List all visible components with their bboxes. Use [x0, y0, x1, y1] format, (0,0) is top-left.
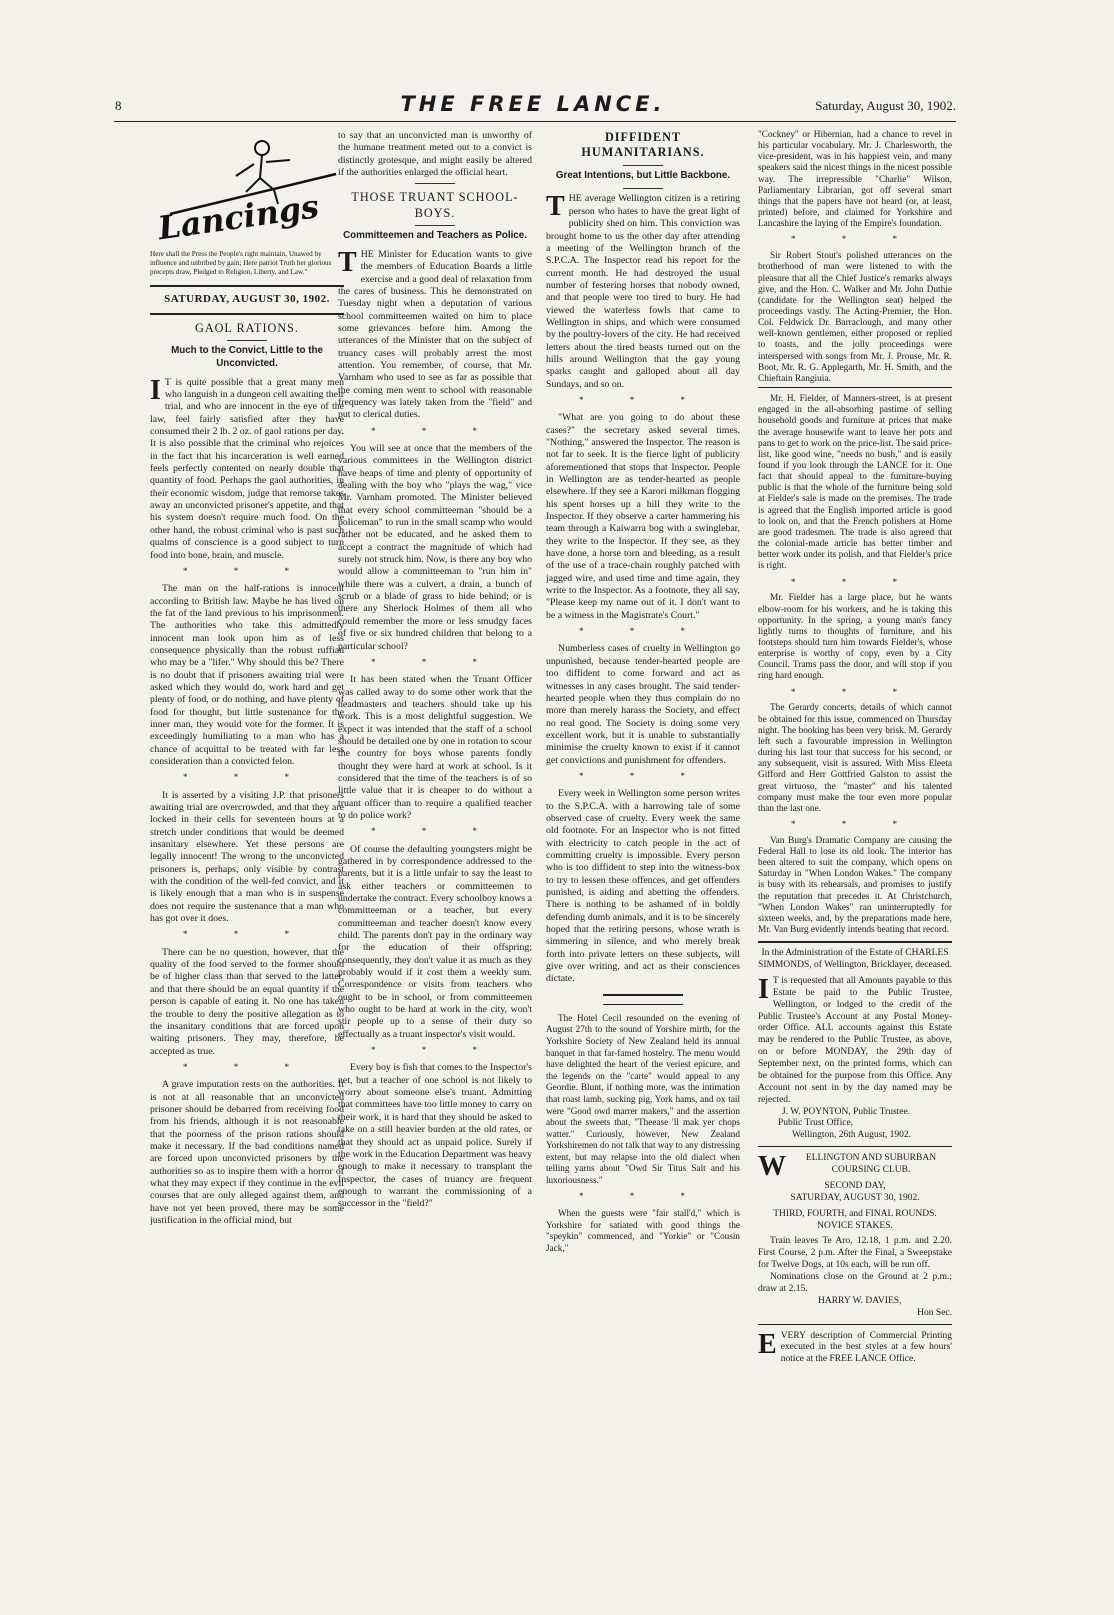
paragraph: I T is quite possible that a great many men who languish in a dungeon cell awaiting their trial, and who are innocent in the eye of the law, feel fairly satisfied after they have consumed their 2 lb. 2 oz. of gaol rations per day. It is also possible that the criminal who rejoices in the fact that his incarceration is well earned feels perfectly contented on nearly double that quantity of food. Perhaps the gaol authorities, in their economic wisdom, judge that remorse takes away an unconvicted prisoner's appetite, and that his system doesn't require much food. On the other hand, the robust criminal who is past such qualms of conscience is a good subject to turn food into bone, brain, and muscle. [150, 374, 344, 561]
separator-stars: * * * [791, 686, 919, 697]
short-rule [623, 165, 663, 166]
separator-stars: * * * [579, 626, 707, 637]
article-title: THOSE TRUANT SCHOOL-BOYS. [351, 190, 519, 220]
separator-stars: * * * [183, 1061, 311, 1072]
signature: Public Trust Office, [778, 1118, 854, 1129]
paragraph: Every boy is fish that comes to the Inspector's net, but a teacher of one school is not likely to worry about someone else's truant. Admitting that committees have too little money to carry on their work, it is hard that they should be asked to take on a still heavier burden at the old rates, or that they should act as unpaid police. Surely if the work in the Education Department was heavy enough to make it necessary to transplant the Inspector, the cases of truancy are frequent enough to warrant the commissioning of a successor in the "field?" [338, 1062, 532, 1210]
short-rule [623, 188, 663, 189]
short-rule [227, 340, 267, 341]
separator-stars: * * * [371, 1045, 499, 1056]
separator-stars: * * * [183, 565, 311, 576]
paragraph: When the guests were "fair stall'd," which is Yorkshire for satiated with good things the "speykin" commenced, and "Yorkie" or "Cousin Jack," [546, 1207, 740, 1253]
paragraph: Mr. Fielder has a large place, but he wants elbow-room for his workers, and he is taking this opportunity. In the spring, a young man's fancy lightly turns to thoughts of furniture, and his footsteps should turn him towards Fielder's, whose enterprise is worthy of copy, even by a City Council. Trams pass the door, and will stop if you ring hard enough. [758, 593, 952, 682]
drop-cap: T [546, 191, 565, 223]
issue-date: SATURDAY, AUGUST 30, 1902. [164, 293, 330, 305]
article-title: DIFFIDENT HUMANITARIANS. [581, 130, 705, 160]
signature: J. W. POYNTON, Public Trustee. [782, 1106, 911, 1117]
paragraph: Sir Robert Stout's polished utterances on the brotherhood of man were listened to with the pleasure that all the Chief Justice's remarks always give, and the Hon. C. Walker and Mr. John Duthie (candidate for the Wellington seat) helped the proceedings vastly. The Acting-Premier, the Hon. Col. Feldwick Dr. Barraclough, and many other well-known gentlemen, either proposed or replied to toasts, and the jolly proceedings were interspersed with songs from Mr. J. Prouse, Mr. R. Boot, Mr. R. G. Applegarth, Mr. H. Smith, and the Chieftain Rangiuia. [758, 251, 952, 384]
paragraph: Of course the defaulting youngsters might be gathered in by correspondence addressed to the parents, but it is a little unfair to say the least to ask either teachers or committeemen to undertake the contract. Every schoolboy knows a committeeman or a teacher, but every committeeman and teacher doesn't know every child. The parents don't pay in the ordinary way for the education of their offspring; consequently, they don't value it as much as they probably would if it cost them a weekly sum. Correspondence or visits from teachers who ought to be in school, or from committeemen who ought to be hard at work in the city, won't stir people up to a sense of their duty so effectually as a truant inspector's visit would. [338, 843, 532, 1040]
drop-cap: I [150, 374, 161, 406]
paragraph: It has been stated when the Truant Officer was called away to do some other work that the headmasters and teachers should take up his work. This is a most delightful suggestion. We expect it was intended that the staff of a school should be detailed one by one in rotation to scour the country for boys whose parents fondly thought they were hard at work at school. Is it considered that the time of the teachers is of so little value that it is cheaper to do without a truant officer than to require a qualified teacher to do police work? [338, 674, 532, 821]
notice-body: EVERY description of Commercial Printing executed in the best styles at a few hours' notice at the FREE LANCE Office. [758, 1328, 952, 1365]
article-subtitle: Committeemen and Teachers as Police. [343, 230, 527, 242]
paragraph: THE average Wellington citizen is a retiring person who hates to have the great light of publicity shed on him. This conviction was brought home to us the other day after attending a meeting of the Wellington branch of the S.P.C.A. The Inspector read his report for the current month. He had destroyed the usual number of festering horses that nobody owned, and that people were too tired to bury. He had viewed the waterless fowls that came to Wellington in ships, and which were consumed by the poultry-lovers of the city. He had received letters about the tired beasts turned out on the hills around Wellington that the gay young sparks caught and galloped about all day Sundays, and so on. [546, 191, 740, 390]
separator-stars: * * * [791, 818, 919, 829]
separator-stars: * * * [579, 1190, 707, 1201]
notice-heading: In the Administration of the Estate of CHARLES SIMMONDS, of Wellington, Bricklayer, deceased. [758, 948, 952, 971]
notice-body: Nominations close on the Ground at 2 p.m.; draw at 2.15. [758, 1272, 952, 1294]
separator-stars: * * * [371, 425, 499, 436]
header-rule [114, 121, 956, 122]
signature: Wellington, 26th August, 1902. [792, 1130, 912, 1141]
printing-notice [758, 1328, 952, 1367]
notice-line: NOVICE STAKES. [817, 1220, 893, 1231]
paragraph: A grave imputation rests on the authorities. It is not at all reasonable that an unconvicted prisoner should be debarred from receiving food from his friends, although it is not reasonable that the poorness of the prison rations should make it necessary. If the bad conditions named are forced upon unconvicted prisoners by the authorities so as to inspire them with a horror of what they may expect if they continue in the evil courses that are only alleged against them, and have not yet been proved, there may be some justification in the official mind, but [150, 1079, 344, 1226]
paragraph: It is asserted by a visiting J.P. that prisoners awaiting trial are overcrowded, and that they are locked in their cells for seventeen hours at a stretch under conditions that would be deemed insanitary elsewhere. Yet these persons are legally innocent! The wrong to the unconvicted prisoners is, perhaps, only visible by contrast with the condition of the well-fed convict, and it is likely enough that a man who is in suspense does not require the sustenance that a man who has got over it does. [150, 789, 344, 925]
separator-stars: * * * [791, 576, 919, 587]
paragraph: There can be no question, however, that the quality of the food served to the former should be of higher class than that served to the latter, and that there should be an equal quantity if the person is capable of eating it. No one has taken the trouble to deny the positive allegation as to the insanitary conditions that are forced upon waiting prisoners. They may, therefore, be accepted as true. [150, 946, 344, 1057]
column-2 [338, 130, 532, 1555]
page-number: 8 [115, 98, 122, 113]
drop-cap: T [338, 246, 357, 278]
column-4 [758, 130, 952, 1555]
paragraph: Mr. H. Fielder, of Manners-street, is at present engaged in the all-absorbing pastime of selling household goods and furniture at prices that make the average housewife want to leave her pots and pans to get to work on the price-list. The said price-list, like good wine, "needs no bush," and is easily found if you look through the LANCE for it. One fact that should appeal to the furniture-buying public is that the whole of the furniture being sold at Fielder's sale is made on the premises. The trade is agreed that the English imported article is good to look on, and that the French polishers at Home are good tradesmen. The trade is also agreed that the colonial-made article has better timber and better work under its polish, and that Fielder's price is right. [758, 394, 952, 572]
separator-stars: * * * [791, 234, 919, 245]
separator-stars: * * * [183, 772, 311, 783]
paragraph: to say that an unconvicted man is unworthy of the humane treatment meted out to a convict is distinctly grotesque, and might easily be altered if the authorities enlarged the official heart. [338, 130, 532, 179]
paragraph: "Cockney" or Hibernian, had a chance to revel in his particular vocabulary. Mr. J. Charlesworth, the vice-president, was in his happiest vein, and many speakers said the nicest things in the nicest possible way. The irrepressible "Charlie" Wilson, Parliamentary Librarian, got off several smart things that the papers have not heard (or, at least, printed) before, and claimed for Yorkshire and Lancashire the laying of the Empire's foundation. [758, 130, 952, 230]
notice-line: SECOND DAY, [824, 1180, 886, 1191]
motto: Here shall the Press the People's right maintain, Unawed by influence and unbribed by gain; Here patriot Truth her glorious precepts draw, Pledged to Religion, Liberty, and Law." [150, 250, 332, 276]
separator-stars: * * * [183, 929, 311, 940]
notice-line: SATURDAY, AUGUST 30, 1902. [790, 1192, 920, 1203]
column-3 [546, 130, 740, 1555]
divider [150, 285, 344, 287]
lancer-illustration-icon [150, 130, 344, 250]
divider [758, 1146, 952, 1147]
paragraph: Van Burg's Dramatic Company are causing the Federal Hall to lose its old look. The interior has been altered to suit the company, which opens on Saturday in "When London Wakes." The company is busy with its rehearsals, and promises to justify the reputation that precedes it. At Christchurch, "When London Wakes" ran uninterruptedly for sixteen weeks, and, by the preparations made here, Mr. Van Burg evidently intends beating that record. [758, 835, 952, 936]
separator-stars: * * * [371, 656, 499, 667]
notice-heading: W ELLINGTON AND SUBURBAN COURSING CLUB. [758, 1151, 937, 1183]
divider [150, 313, 344, 315]
page-header [110, 92, 956, 120]
paragraph: Numberless cases of cruelty in Wellington go unpunished, because tender-hearted people are too diffident to come forward and act as witnesses in any cases brought. The said tender-hearted people when they thus complain do no more than merely harass the Society, and effect no real good. The Society is doing some very excellent work, but it is unable to substantially minimise the cruelty known to exist if it cannot get convictions and punishment for offenders. [546, 643, 740, 766]
paragraph: Every week in Wellington some person writes to the S.P.C.A. with a harrowing tale of some observed case of cruelty. Every week the same old footnote. For an Inspector who is not fitted with electricity to catch people in the act of committing cruelty is impossible. Every person who is too diffident to step into the witness-box to try to lessen these offences, and get offenders punished, is aiding and abetting the offenders. There is nothing to be ashamed of in boldly defending dumb animals, and it is to be sincerely hoped that the retiring persons, whose wrath is simmering in silence, and who merely break forth into private letters on these subjects, will give over writing, and act as their consciences dictate. [546, 788, 740, 985]
separator-stars: * * * [579, 394, 707, 405]
divider [603, 1004, 683, 1005]
drop-cap: E [758, 1328, 777, 1360]
article-subtitle: Much to the Convict, Little to the Unconvicted. [171, 345, 323, 369]
signature: HARRY W. DAVIES, [818, 1295, 902, 1306]
notice-body: I T is requested that all Amounts payable to this Estate be paid to the Public Trustee, Wellington, or lodged to the credit of the Public Trustee's Account at any Postal Money-order Office. ALL accounts against this Estate may be rendered to the Public Trustee, as above, on or before MONDAY, the 29th day of September next, on the printed forms, which can be obtained for the purpose from this Office. Any Account not sent in by the day named may be rejected. [758, 973, 952, 1105]
drop-cap: W [758, 1151, 786, 1183]
paragraph: You will see at once that the members of the various committees in the Wellington district have heaps of time and plenty of opportunity of dealing with the boy who "plays the wag," vice Mr. Varnham promoted. The Minister believed that every school committeeman "should be a policeman" to run in the small scamp who would rather not be educated, and he asked them to accept a contract the magnitude of which had surely not struck him. Now, is there any boy who would allow a committeeman to "run him in" while there was a culvert, a drain, a bunch of scrub or a blade of grass to hide behind; or is there any Sherlock Holmes of them all who could remember the more or less smudgy faces of five or six hundred children that belong to a particular school? [338, 443, 532, 652]
divider [758, 387, 952, 388]
article-title: GAOL RATIONS. [195, 320, 299, 335]
column-1 [150, 130, 344, 1555]
paragraph: THE Minister for Education wants to give the members of Education Boards a little exercise and a good deal of relaxation from the cares of business. This he demonstrated on Tuesday night when a deputation of various school committeemen waited on him to place some grievances before him. Among the utterances of the Minister that on the subject of truancy cases will probably arrest the most attention. You remember, of course, that Mr. Varnham who used to see as far as possible that the coming men went to school with reasonable frequency was lately taken from the "field" and put to clerical duties. [338, 246, 532, 421]
notice-line: THIRD, FOURTH, and FINAL ROUNDS. [773, 1208, 937, 1219]
short-rule [415, 225, 455, 226]
drop-cap: I [758, 973, 769, 1005]
paragraph: The Gerardy concerts, details of which cannot be obtained for this issue, commenced on Thursday night. The booking has been very brisk. M. Gerardy left such a favourable impression in Wellington during his last tour that success for his second, or any subsequent, visit is assured. With Miss Eleeta Gifford and Herr Gottfried Galston to assist the great virtuoso, the "master" and his talented company must make the tour even more popular than the last one. [758, 703, 952, 814]
separator-stars: * * * [579, 770, 707, 781]
lancings-logo [150, 130, 344, 250]
paragraph: The Hotel Cecil resounded on the evening of August 27th to the sound of Yorshire mirth, for the Yorkshire Society of New Zealand held its annual banquet in that far-famed hostelry. The menu would have delighted the heart of the veriest epicure, and the legends on the "carte" would appeal to any Geordie. Blunt, if nothing more, was the intimation that roast lamb, sucking pig, York hams, and ox tail were "Good owd marrer makers," and the assertion about the sweets that, "Theease 'll mak yer chops watter." Curiously, however, New Zealand Yorkshiremen do not talk that way to any distressing extent, but may relapse into the old dialect when telling yarns about "Owd Sir Titus Salt and his luxoriousness." [546, 1012, 740, 1186]
paragraph: "What are you going to do about these cases?" the secretary asked several times. "Nothing," answered the Inspector. The reason is not far to seek. It is the fierce light of publicity aforementioned that stops that Inspector. People in Wellington are as tender-hearted as people elsewhere. If they see a Karori milkman flogging his spent horses up a hill they write to the Inspector. If they observe a carter hammering his team through a Kaiwarra bog with a swinglebar, they write to the Inspector. If they see, as they have done, a horse torn and bleeding, as a result of the use of a trace-chain roughly patched with jagged wire, and used time and time again, they write to the Inspector. As a footnote, they all say, "Please keep my name out of it. I don't want to be a witness in the Magistrate's Court." [546, 412, 740, 621]
short-rule [415, 183, 455, 184]
header-date: Saturday, August 30, 1902. [815, 98, 956, 113]
coursing-notice [758, 1153, 952, 1319]
separator-stars: * * * [371, 826, 499, 837]
masthead: THE FREE LANCE. [400, 92, 666, 116]
divider [758, 1324, 952, 1325]
divider [603, 994, 683, 996]
article-subtitle: Great Intentions, but Little Backbone. [555, 169, 731, 181]
signature: Hon Sec. [917, 1307, 952, 1318]
divider [758, 941, 952, 943]
lancings-logo-text: Lancings [155, 187, 322, 248]
paragraph: The man on the half-rations is innocent according to British law. Maybe he has lived on the fat of the land previous to his imprisonment. The authorities who take this admittedly innocent man look upon him as of less consequence physically than the robust ruffian who may be a "lifer." Why should this be? There is no doubt that if prisoners awaiting trial were asked which they would do, work hard and get plenty of food, or do nothing, and have plenty of food for thought, but little sustenance for the inner man, they would vote for the former. It is exceedingly humiliating to a man who has a chance of acquittal to be treated with far less consideration than a convicted felon. [150, 583, 344, 767]
notice-body: Train leaves Te Aro, 12.18, 1 p.m. and 2.20. First Course, 2 p.m. After the Final, a Sweepstake for Twelve Dogs, at 10s each, will be run off. [758, 1236, 952, 1271]
estate-notice [758, 948, 952, 1142]
